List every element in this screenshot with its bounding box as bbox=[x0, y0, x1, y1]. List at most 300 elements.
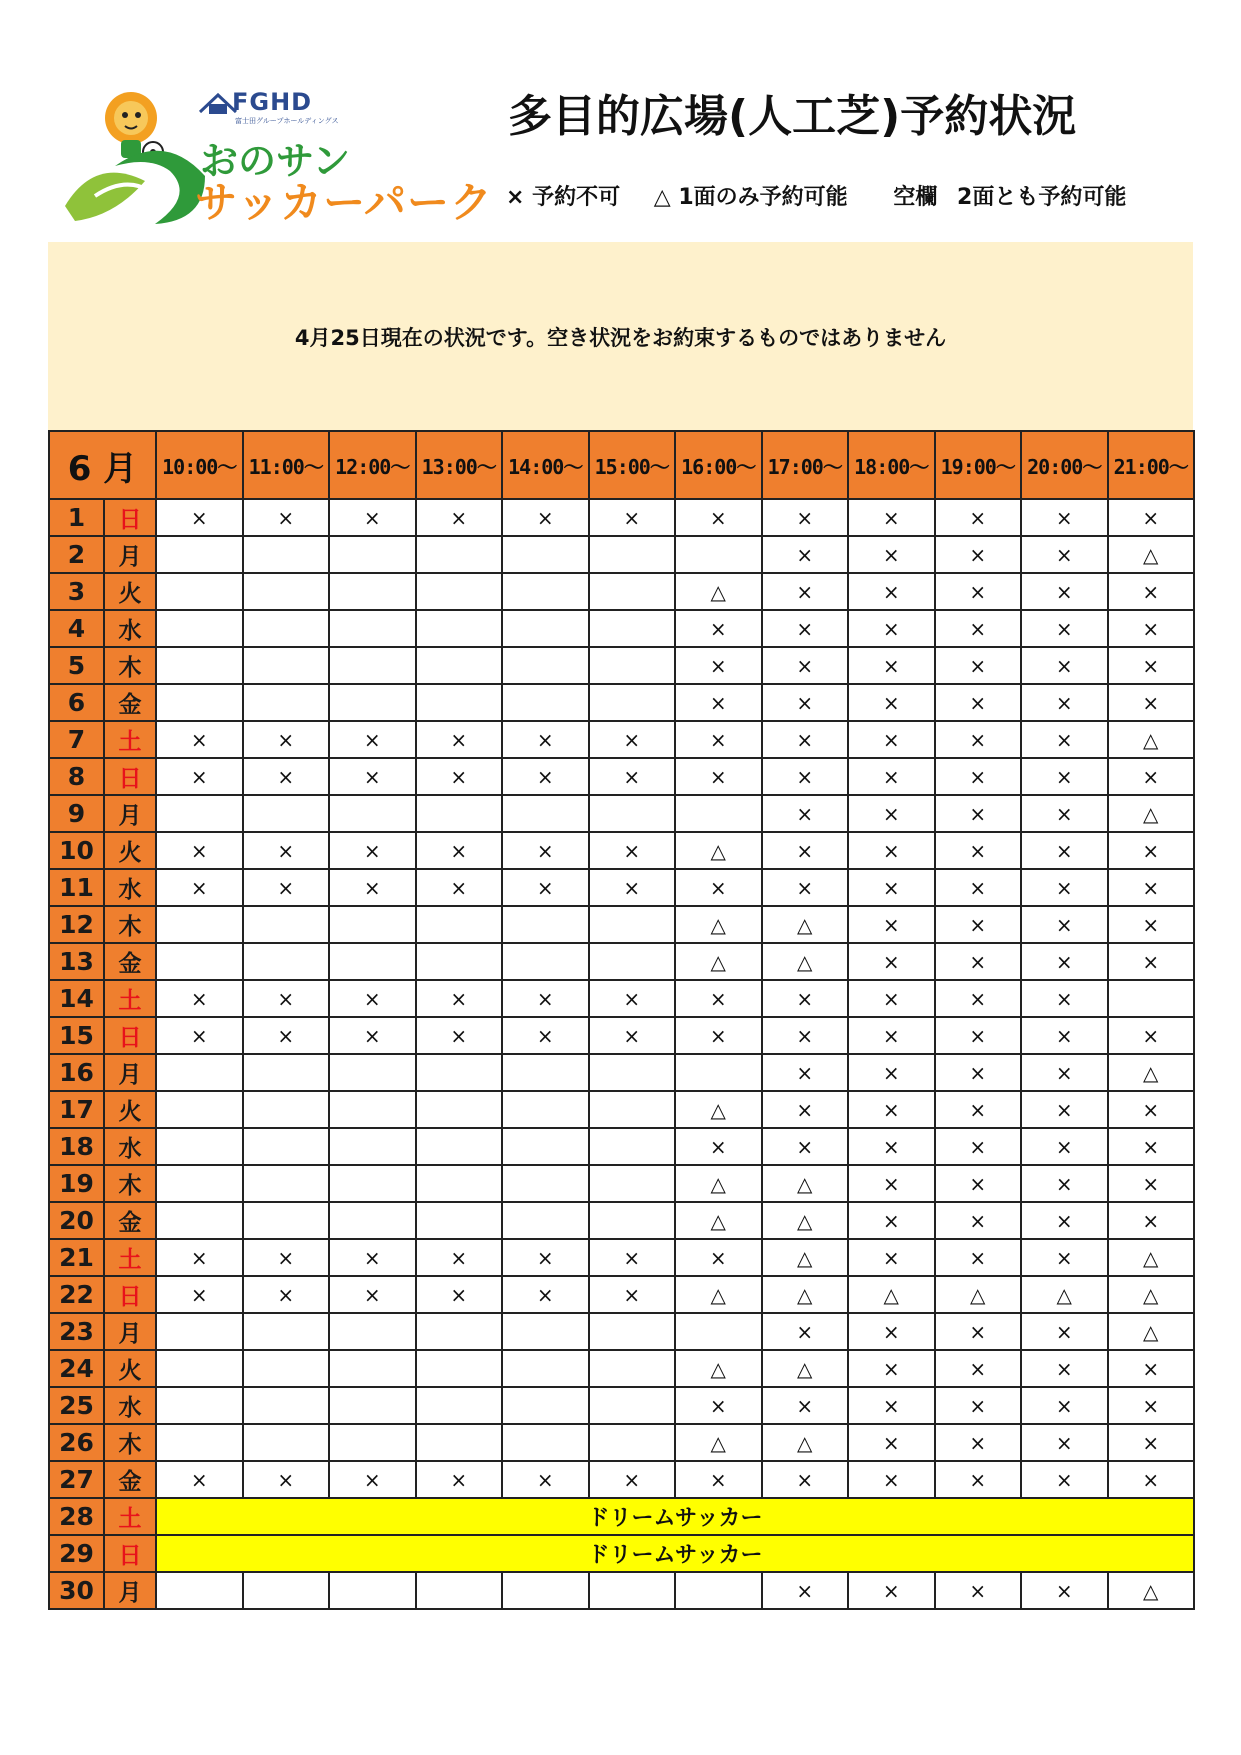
availability-cell bbox=[156, 1202, 243, 1239]
availability-cell bbox=[156, 1054, 243, 1091]
availability-cell: × bbox=[762, 1572, 849, 1609]
availability-cell: × bbox=[762, 1128, 849, 1165]
availability-cell bbox=[243, 684, 330, 721]
availability-cell: × bbox=[935, 1239, 1022, 1276]
availability-cell: × bbox=[156, 499, 243, 536]
availability-cell: × bbox=[1021, 1091, 1108, 1128]
day-number: 5 bbox=[49, 647, 104, 684]
availability-cell: × bbox=[243, 980, 330, 1017]
availability-cell bbox=[502, 1165, 589, 1202]
availability-cell: × bbox=[935, 943, 1022, 980]
availability-cell bbox=[589, 1350, 676, 1387]
availability-cell: × bbox=[848, 1572, 935, 1609]
availability-cell: △ bbox=[935, 1276, 1022, 1313]
availability-cell bbox=[589, 943, 676, 980]
availability-cell: × bbox=[502, 721, 589, 758]
availability-cell: × bbox=[935, 1572, 1022, 1609]
table-row bbox=[49, 1054, 1194, 1091]
availability-cell: △ bbox=[762, 906, 849, 943]
availability-cell: × bbox=[1108, 758, 1195, 795]
availability-cell bbox=[243, 1054, 330, 1091]
availability-cell bbox=[502, 1350, 589, 1387]
availability-cell: × bbox=[1021, 1572, 1108, 1609]
event-cell: ドリームサッカー bbox=[156, 1535, 1194, 1572]
availability-cell: × bbox=[1108, 1202, 1195, 1239]
availability-cell bbox=[589, 1091, 676, 1128]
table-header-row bbox=[49, 431, 1194, 499]
reservation-table bbox=[48, 430, 1195, 1610]
weekday-label: 日 bbox=[104, 758, 156, 795]
availability-cell bbox=[243, 906, 330, 943]
availability-cell: × bbox=[762, 795, 849, 832]
availability-cell: × bbox=[675, 758, 762, 795]
availability-cell: × bbox=[416, 758, 503, 795]
availability-cell: × bbox=[589, 1461, 676, 1498]
table-row bbox=[49, 1572, 1194, 1609]
availability-cell: × bbox=[675, 684, 762, 721]
notice-text: 4月25日現在の状況です。空き状況をお約束するものではありません bbox=[294, 326, 947, 350]
availability-cell: × bbox=[1108, 610, 1195, 647]
availability-cell: × bbox=[329, 1239, 416, 1276]
table-row bbox=[49, 610, 1194, 647]
availability-cell bbox=[156, 943, 243, 980]
weekday-label: 火 bbox=[104, 832, 156, 869]
availability-cell: × bbox=[848, 1091, 935, 1128]
day-number: 6 bbox=[49, 684, 104, 721]
availability-cell: × bbox=[848, 1017, 935, 1054]
availability-cell: × bbox=[848, 684, 935, 721]
availability-cell: × bbox=[1108, 1091, 1195, 1128]
availability-cell: × bbox=[502, 980, 589, 1017]
availability-cell: △ bbox=[762, 1350, 849, 1387]
time-slot-header: 12:00～ bbox=[329, 431, 416, 499]
availability-cell: × bbox=[762, 684, 849, 721]
availability-cell bbox=[243, 1424, 330, 1461]
availability-cell bbox=[243, 1350, 330, 1387]
availability-cell: × bbox=[762, 536, 849, 573]
availability-cell: △ bbox=[1108, 1276, 1195, 1313]
availability-cell bbox=[502, 1313, 589, 1350]
availability-cell: × bbox=[675, 499, 762, 536]
availability-cell: × bbox=[416, 869, 503, 906]
availability-cell: × bbox=[243, 499, 330, 536]
availability-cell: × bbox=[935, 980, 1022, 1017]
availability-cell: × bbox=[243, 721, 330, 758]
availability-cell: × bbox=[935, 1461, 1022, 1498]
availability-cell bbox=[589, 1387, 676, 1424]
availability-cell: × bbox=[762, 758, 849, 795]
day-number: 23 bbox=[49, 1313, 104, 1350]
availability-cell: × bbox=[848, 610, 935, 647]
availability-cell: △ bbox=[1021, 1276, 1108, 1313]
availability-cell: × bbox=[1108, 573, 1195, 610]
availability-cell: × bbox=[935, 906, 1022, 943]
availability-cell bbox=[156, 536, 243, 573]
availability-cell: × bbox=[1021, 1165, 1108, 1202]
availability-cell bbox=[589, 1054, 676, 1091]
table-row bbox=[49, 684, 1194, 721]
availability-cell: × bbox=[156, 1239, 243, 1276]
table-row bbox=[49, 1350, 1194, 1387]
day-number: 30 bbox=[49, 1572, 104, 1609]
availability-cell bbox=[589, 1572, 676, 1609]
availability-cell bbox=[1108, 980, 1195, 1017]
availability-cell: × bbox=[502, 832, 589, 869]
availability-cell: △ bbox=[675, 573, 762, 610]
logo bbox=[55, 78, 495, 228]
table-row bbox=[49, 795, 1194, 832]
availability-cell: × bbox=[848, 869, 935, 906]
availability-cell bbox=[589, 1165, 676, 1202]
availability-cell: × bbox=[589, 869, 676, 906]
availability-cell bbox=[329, 1202, 416, 1239]
table-row bbox=[49, 721, 1194, 758]
weekday-label: 月 bbox=[104, 1054, 156, 1091]
availability-cell: × bbox=[848, 1313, 935, 1350]
day-number: 1 bbox=[49, 499, 104, 536]
availability-cell: × bbox=[156, 869, 243, 906]
legend bbox=[506, 180, 1152, 211]
availability-cell bbox=[329, 906, 416, 943]
availability-cell bbox=[502, 1387, 589, 1424]
availability-cell: △ bbox=[675, 906, 762, 943]
availability-cell: × bbox=[243, 1461, 330, 1498]
availability-cell bbox=[156, 610, 243, 647]
availability-cell bbox=[675, 795, 762, 832]
availability-cell bbox=[416, 943, 503, 980]
availability-cell: △ bbox=[675, 943, 762, 980]
weekday-label: 火 bbox=[104, 1091, 156, 1128]
day-number: 12 bbox=[49, 906, 104, 943]
day-number: 11 bbox=[49, 869, 104, 906]
weekday-label: 水 bbox=[104, 610, 156, 647]
weekday-label: 水 bbox=[104, 869, 156, 906]
availability-cell: × bbox=[848, 795, 935, 832]
weekday-label: 月 bbox=[104, 1313, 156, 1350]
availability-cell: × bbox=[675, 1128, 762, 1165]
availability-cell: × bbox=[762, 499, 849, 536]
availability-cell: × bbox=[589, 1239, 676, 1276]
availability-cell: × bbox=[848, 1128, 935, 1165]
availability-cell bbox=[329, 684, 416, 721]
availability-cell bbox=[416, 1128, 503, 1165]
availability-cell: × bbox=[848, 832, 935, 869]
availability-cell: × bbox=[329, 1276, 416, 1313]
availability-cell: × bbox=[935, 647, 1022, 684]
availability-cell: × bbox=[502, 758, 589, 795]
availability-cell bbox=[416, 906, 503, 943]
availability-cell: × bbox=[1021, 758, 1108, 795]
day-number: 14 bbox=[49, 980, 104, 1017]
availability-cell: △ bbox=[675, 1091, 762, 1128]
availability-cell: × bbox=[762, 721, 849, 758]
availability-cell: × bbox=[762, 869, 849, 906]
availability-cell bbox=[156, 1572, 243, 1609]
day-number: 26 bbox=[49, 1424, 104, 1461]
availability-cell: △ bbox=[1108, 721, 1195, 758]
table-row bbox=[49, 906, 1194, 943]
availability-cell: × bbox=[589, 980, 676, 1017]
availability-cell: × bbox=[156, 758, 243, 795]
availability-cell bbox=[502, 1128, 589, 1165]
weekday-label: 水 bbox=[104, 1128, 156, 1165]
notice-box bbox=[48, 242, 1193, 430]
availability-cell: △ bbox=[762, 1239, 849, 1276]
availability-cell: × bbox=[675, 869, 762, 906]
table-row bbox=[49, 832, 1194, 869]
availability-cell bbox=[243, 1128, 330, 1165]
availability-cell: × bbox=[589, 499, 676, 536]
availability-cell: × bbox=[589, 721, 676, 758]
availability-cell bbox=[675, 536, 762, 573]
availability-cell bbox=[589, 536, 676, 573]
availability-cell: × bbox=[848, 1387, 935, 1424]
availability-cell: × bbox=[762, 1017, 849, 1054]
availability-cell: × bbox=[502, 1017, 589, 1054]
day-number: 24 bbox=[49, 1350, 104, 1387]
availability-cell: × bbox=[762, 1387, 849, 1424]
availability-cell: × bbox=[762, 573, 849, 610]
availability-cell bbox=[502, 610, 589, 647]
availability-cell: △ bbox=[675, 1424, 762, 1461]
weekday-label: 木 bbox=[104, 1165, 156, 1202]
availability-cell: × bbox=[848, 536, 935, 573]
availability-cell: × bbox=[935, 758, 1022, 795]
weekday-label: 日 bbox=[104, 499, 156, 536]
table-row bbox=[49, 980, 1194, 1017]
availability-cell: × bbox=[935, 499, 1022, 536]
availability-cell: × bbox=[675, 721, 762, 758]
availability-cell bbox=[243, 1091, 330, 1128]
availability-cell: △ bbox=[675, 832, 762, 869]
availability-cell bbox=[243, 610, 330, 647]
table-row bbox=[49, 943, 1194, 980]
availability-cell: × bbox=[502, 1239, 589, 1276]
table-row bbox=[49, 573, 1194, 610]
availability-cell: × bbox=[1021, 1387, 1108, 1424]
availability-cell: × bbox=[935, 721, 1022, 758]
availability-cell bbox=[589, 1313, 676, 1350]
availability-cell: × bbox=[416, 980, 503, 1017]
availability-cell: × bbox=[675, 1387, 762, 1424]
availability-cell: × bbox=[848, 573, 935, 610]
availability-cell bbox=[502, 647, 589, 684]
availability-cell: × bbox=[848, 906, 935, 943]
weekday-label: 日 bbox=[104, 1276, 156, 1313]
availability-cell: × bbox=[675, 610, 762, 647]
availability-cell: × bbox=[848, 647, 935, 684]
availability-cell: × bbox=[675, 1017, 762, 1054]
availability-cell: × bbox=[1021, 499, 1108, 536]
availability-cell: × bbox=[762, 1054, 849, 1091]
table-row bbox=[49, 1313, 1194, 1350]
availability-cell: × bbox=[1021, 684, 1108, 721]
day-number: 28 bbox=[49, 1498, 104, 1535]
availability-cell bbox=[329, 610, 416, 647]
availability-cell: × bbox=[935, 1165, 1022, 1202]
availability-cell: × bbox=[935, 1313, 1022, 1350]
time-slot-header: 16:00～ bbox=[675, 431, 762, 499]
weekday-label: 火 bbox=[104, 573, 156, 610]
brand-name-line1: おのサン bbox=[200, 139, 351, 183]
day-number: 21 bbox=[49, 1239, 104, 1276]
availability-cell: × bbox=[935, 573, 1022, 610]
availability-cell bbox=[329, 795, 416, 832]
table-row bbox=[49, 758, 1194, 795]
availability-cell bbox=[329, 1387, 416, 1424]
availability-cell bbox=[416, 1350, 503, 1387]
weekday-label: 月 bbox=[104, 1572, 156, 1609]
availability-cell: × bbox=[1108, 1350, 1195, 1387]
weekday-label: 木 bbox=[104, 1424, 156, 1461]
table-row bbox=[49, 1498, 1194, 1535]
availability-cell: × bbox=[1108, 1165, 1195, 1202]
weekday-label: 金 bbox=[104, 684, 156, 721]
availability-cell: × bbox=[848, 499, 935, 536]
availability-cell bbox=[675, 1313, 762, 1350]
table-row bbox=[49, 1276, 1194, 1313]
availability-cell: △ bbox=[1108, 795, 1195, 832]
availability-cell bbox=[502, 1202, 589, 1239]
availability-cell: × bbox=[675, 980, 762, 1017]
availability-cell: × bbox=[1108, 943, 1195, 980]
availability-cell: × bbox=[1021, 869, 1108, 906]
availability-cell bbox=[329, 1091, 416, 1128]
availability-cell: × bbox=[416, 1276, 503, 1313]
availability-cell bbox=[156, 647, 243, 684]
availability-cell: × bbox=[1108, 1424, 1195, 1461]
availability-cell: × bbox=[675, 647, 762, 684]
time-slot-header: 15:00～ bbox=[589, 431, 676, 499]
availability-cell: × bbox=[935, 869, 1022, 906]
availability-cell: × bbox=[848, 721, 935, 758]
availability-cell: × bbox=[935, 536, 1022, 573]
availability-cell: × bbox=[762, 1091, 849, 1128]
availability-cell: × bbox=[935, 795, 1022, 832]
availability-cell bbox=[156, 1387, 243, 1424]
time-slot-header: 13:00～ bbox=[416, 431, 503, 499]
availability-cell bbox=[502, 1424, 589, 1461]
availability-cell: × bbox=[502, 1461, 589, 1498]
day-number: 20 bbox=[49, 1202, 104, 1239]
availability-cell: △ bbox=[848, 1276, 935, 1313]
availability-cell bbox=[502, 1054, 589, 1091]
availability-cell: × bbox=[329, 1461, 416, 1498]
availability-cell bbox=[416, 1313, 503, 1350]
availability-cell: × bbox=[762, 980, 849, 1017]
availability-cell bbox=[589, 1128, 676, 1165]
availability-cell: × bbox=[762, 832, 849, 869]
availability-cell: × bbox=[762, 1313, 849, 1350]
availability-cell bbox=[416, 610, 503, 647]
table-row bbox=[49, 1202, 1194, 1239]
availability-cell: × bbox=[502, 1276, 589, 1313]
availability-cell: × bbox=[848, 1202, 935, 1239]
availability-cell: × bbox=[935, 610, 1022, 647]
table-row bbox=[49, 647, 1194, 684]
time-slot-header: 21:00～ bbox=[1108, 431, 1195, 499]
availability-cell: × bbox=[1021, 647, 1108, 684]
time-slot-header: 10:00～ bbox=[156, 431, 243, 499]
day-number: 15 bbox=[49, 1017, 104, 1054]
availability-cell: △ bbox=[762, 1202, 849, 1239]
availability-cell bbox=[416, 573, 503, 610]
availability-cell: × bbox=[329, 499, 416, 536]
availability-cell: × bbox=[1021, 832, 1108, 869]
availability-cell: △ bbox=[675, 1165, 762, 1202]
availability-cell: × bbox=[1021, 1461, 1108, 1498]
availability-cell bbox=[156, 795, 243, 832]
brand-name-line2: サッカーパーク bbox=[195, 178, 494, 227]
availability-cell bbox=[156, 1128, 243, 1165]
availability-cell bbox=[416, 1054, 503, 1091]
availability-cell: × bbox=[935, 1350, 1022, 1387]
availability-cell: × bbox=[156, 980, 243, 1017]
table-row bbox=[49, 1091, 1194, 1128]
availability-cell bbox=[243, 536, 330, 573]
table-row bbox=[49, 1017, 1194, 1054]
availability-cell: △ bbox=[1108, 1572, 1195, 1609]
weekday-label: 日 bbox=[104, 1017, 156, 1054]
day-number: 18 bbox=[49, 1128, 104, 1165]
availability-cell: × bbox=[1108, 1017, 1195, 1054]
availability-cell bbox=[329, 573, 416, 610]
weekday-label: 土 bbox=[104, 1498, 156, 1535]
availability-cell: × bbox=[1021, 980, 1108, 1017]
availability-cell bbox=[589, 1424, 676, 1461]
weekday-label: 金 bbox=[104, 1202, 156, 1239]
time-slot-header: 17:00～ bbox=[762, 431, 849, 499]
availability-cell: × bbox=[848, 1350, 935, 1387]
availability-cell bbox=[502, 906, 589, 943]
availability-cell bbox=[502, 1572, 589, 1609]
availability-cell bbox=[589, 573, 676, 610]
day-number: 25 bbox=[49, 1387, 104, 1424]
day-number: 27 bbox=[49, 1461, 104, 1498]
availability-cell: × bbox=[1021, 573, 1108, 610]
availability-cell: × bbox=[1021, 721, 1108, 758]
availability-cell bbox=[416, 1202, 503, 1239]
availability-cell: × bbox=[1108, 906, 1195, 943]
availability-cell bbox=[502, 684, 589, 721]
day-number: 22 bbox=[49, 1276, 104, 1313]
day-number: 19 bbox=[49, 1165, 104, 1202]
availability-cell bbox=[416, 1424, 503, 1461]
availability-cell bbox=[502, 536, 589, 573]
table-row bbox=[49, 1461, 1194, 1498]
availability-cell bbox=[416, 795, 503, 832]
availability-cell: △ bbox=[675, 1202, 762, 1239]
availability-cell bbox=[243, 1572, 330, 1609]
weekday-label: 金 bbox=[104, 943, 156, 980]
availability-cell: × bbox=[675, 1239, 762, 1276]
table-row bbox=[49, 1165, 1194, 1202]
availability-cell bbox=[589, 906, 676, 943]
availability-cell bbox=[243, 1387, 330, 1424]
availability-cell: × bbox=[416, 832, 503, 869]
availability-cell: △ bbox=[1108, 1239, 1195, 1276]
availability-cell: × bbox=[156, 1276, 243, 1313]
availability-cell bbox=[243, 1165, 330, 1202]
availability-cell: × bbox=[848, 758, 935, 795]
availability-cell: × bbox=[1108, 869, 1195, 906]
legend-one-side: △ 1面のみ予約可能 bbox=[653, 185, 848, 210]
availability-cell bbox=[416, 647, 503, 684]
availability-cell bbox=[502, 943, 589, 980]
availability-cell: × bbox=[1021, 795, 1108, 832]
availability-cell bbox=[329, 1424, 416, 1461]
day-number: 10 bbox=[49, 832, 104, 869]
